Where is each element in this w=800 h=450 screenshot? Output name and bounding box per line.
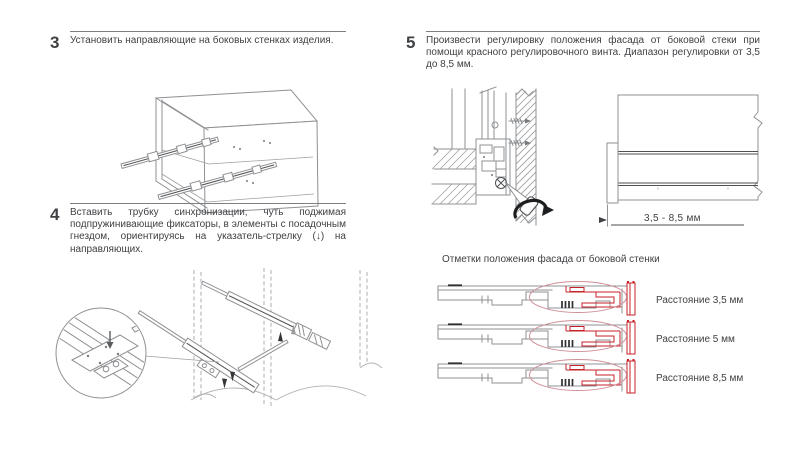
step4-text: Вставить трубку синхронизации, чуть поджимая подпружинивающие фиксаторы, в элементы с посадочным гнездом, ориентируясь на указатель-стрелку (↓) на направляющих. bbox=[70, 203, 346, 256]
adjustment-mechanism bbox=[476, 93, 510, 195]
step5-text: Произвести регулировку положения фасада от боковой стеки при помощи красного регулировочного винта. Диапазон регулировки от 3,5 до 8,5 мм. bbox=[426, 31, 760, 72]
panel-outlines bbox=[191, 268, 382, 406]
screwdriver-icon bbox=[505, 182, 554, 218]
step5-number: 5 bbox=[406, 33, 416, 52]
step5-header bbox=[406, 31, 760, 72]
mark-row-8-5mm bbox=[436, 359, 743, 397]
bottom-panel-section bbox=[432, 147, 479, 204]
step3-text: Установить направляющие на боковых стенках изделия. bbox=[70, 31, 346, 47]
step5-gap-diagram bbox=[598, 86, 762, 230]
marks-section-title: Отметки положения фасада от боковой стенки bbox=[442, 254, 660, 265]
facade-bar bbox=[607, 143, 618, 203]
adjustment-screw-icon bbox=[496, 178, 507, 189]
step3-cabinet-diagram bbox=[116, 84, 332, 216]
step3-number: 3 bbox=[50, 33, 60, 52]
mark-label: Расстояние 5 мм bbox=[656, 333, 735, 345]
step4-number: 4 bbox=[50, 205, 60, 224]
dimension bbox=[599, 205, 744, 226]
slide-lower bbox=[132, 308, 259, 399]
mark-label: Расстояние 8,5 мм bbox=[656, 372, 744, 384]
rail-profile-3-5mm bbox=[436, 281, 642, 319]
step5-adjustment-diagram bbox=[432, 87, 548, 228]
mark-label: Расстояние 3,5 мм bbox=[656, 294, 744, 306]
rail-profile-5mm bbox=[436, 320, 642, 358]
mark-row-5mm bbox=[436, 320, 735, 358]
step4-header bbox=[50, 203, 346, 256]
slide-upper bbox=[200, 278, 332, 350]
rail-profile-8-5mm bbox=[436, 359, 642, 397]
mark-row-3-5mm bbox=[436, 281, 743, 319]
step3-header bbox=[50, 31, 346, 51]
dimension-label: 3,5 - 8,5 мм bbox=[644, 213, 701, 224]
drawer-side-view bbox=[618, 95, 762, 200]
step4-sync-tube-diagram bbox=[44, 268, 386, 436]
